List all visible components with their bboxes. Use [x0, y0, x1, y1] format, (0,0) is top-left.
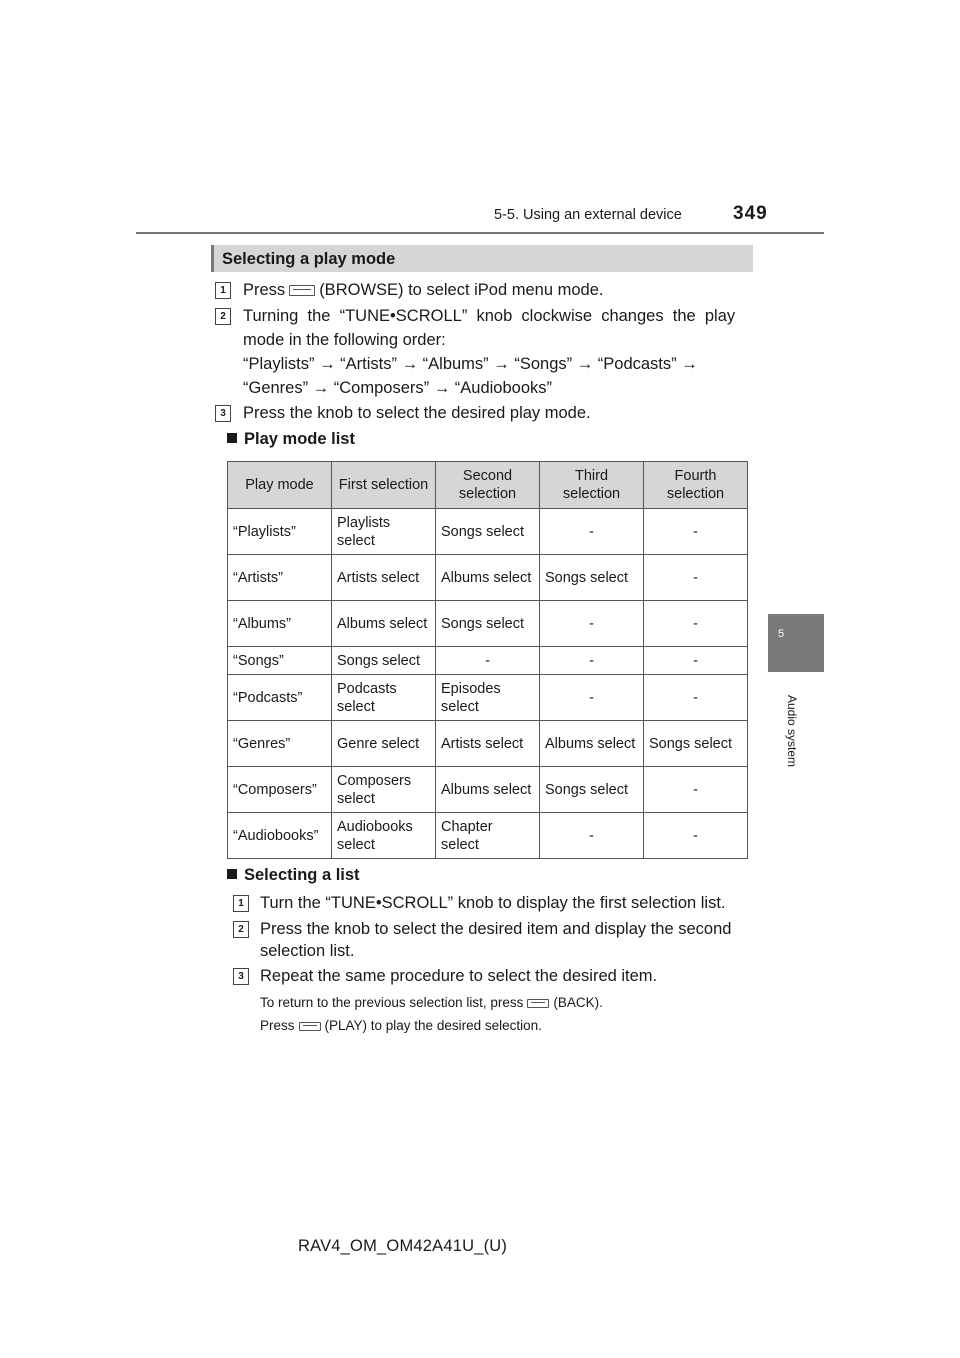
table-cell: Chapter select: [436, 813, 540, 859]
play-order-line1: “Playlists” → “Artists” → “Albums” → “Songs” → “Podcasts” →: [243, 355, 698, 373]
table-cell: Albums select: [436, 767, 540, 813]
table-cell: Episodes select: [436, 675, 540, 721]
column-header: Fourth selection: [644, 462, 748, 509]
note-play-before: Press: [260, 1018, 295, 1033]
note-back-after: (BACK).: [553, 995, 603, 1010]
table-cell: -: [644, 813, 748, 859]
table-cell: Songs select: [540, 555, 644, 601]
note-back-before: To return to the previous selection list, press: [260, 995, 524, 1010]
back-button-icon: [527, 999, 549, 1008]
chapter-label: Audio system: [785, 694, 800, 768]
table-row: [228, 675, 748, 721]
table-cell: Songs select: [644, 721, 748, 767]
table-cell: -: [540, 509, 644, 555]
table-row: [228, 509, 748, 555]
step-1-text: [243, 280, 603, 300]
step-1-after: (BROWSE) to select iPod menu mode.: [319, 281, 604, 299]
step-2-line1: Turning the “TUNE•SCROLL” knob clockwise changes the play: [243, 307, 736, 325]
header-rule: [136, 232, 824, 234]
table-cell: Songs select: [436, 601, 540, 647]
table-row: [228, 555, 748, 601]
table-row: [228, 813, 748, 859]
table-cell: Albums select: [436, 555, 540, 601]
list-step-1-text: Turn the “TUNE•SCROLL” knob to display the first selection list.: [260, 894, 726, 912]
table-cell: -: [540, 813, 644, 859]
list-step-2-line2: selection list.: [260, 942, 355, 960]
browse-button-icon: [289, 285, 315, 296]
table-cell: Composers select: [332, 767, 436, 813]
table-cell: Songs select: [436, 509, 540, 555]
step-3-text: Press the knob to select the desired play mode.: [243, 404, 591, 422]
table-cell: “Albums”: [228, 601, 332, 647]
step-1-before: Press: [243, 281, 286, 299]
chapter-number: 5: [778, 628, 785, 640]
table-cell: -: [540, 675, 644, 721]
table-cell: -: [644, 555, 748, 601]
step-number: 3: [215, 405, 231, 422]
table-cell: Artists select: [332, 555, 436, 601]
selecting-list-heading-text: Selecting a list: [244, 866, 360, 884]
table-cell: Podcasts select: [332, 675, 436, 721]
table-cell: “Podcasts”: [228, 675, 332, 721]
square-bullet-icon: [227, 869, 237, 879]
play-order-line2: “Genres” → “Composers” → “Audiobooks”: [243, 379, 553, 397]
play-mode-list-heading-text: Play mode list: [244, 430, 355, 448]
table-cell: Genre select: [332, 721, 436, 767]
table-header-row: [228, 462, 748, 509]
table-cell: -: [644, 647, 748, 675]
step-number: 2: [215, 308, 231, 325]
table-row: [228, 601, 748, 647]
note-play-after: (PLAY) to play the desired selection.: [324, 1018, 542, 1033]
table-cell: “Songs”: [228, 647, 332, 675]
selecting-list-heading: [227, 866, 360, 885]
chapter-tab: [768, 614, 824, 672]
table-cell: -: [540, 647, 644, 675]
note-play: [260, 1018, 542, 1033]
list-step-2-line1: Press the knob to select the desired item and display the second: [260, 920, 732, 938]
table-cell: Playlists select: [332, 509, 436, 555]
table-cell: -: [436, 647, 540, 675]
column-header: Play mode: [228, 462, 332, 509]
document-code: RAV4_OM_OM42A41U_(U): [298, 1237, 508, 1255]
table-cell: -: [540, 601, 644, 647]
table-cell: Audiobooks select: [332, 813, 436, 859]
step-2-line2: mode in the following order:: [243, 331, 446, 349]
table-row: [228, 721, 748, 767]
step-number: 3: [233, 968, 249, 985]
play-button-icon: [299, 1022, 321, 1031]
table-cell: -: [644, 767, 748, 813]
step-number: 1: [233, 895, 249, 912]
table-cell: Albums select: [332, 601, 436, 647]
list-step-3-text: Repeat the same procedure to select the desired item.: [260, 967, 658, 985]
table-cell: “Playlists”: [228, 509, 332, 555]
step-number: 1: [215, 282, 231, 299]
table-row: [228, 767, 748, 813]
column-header: Second selection: [436, 462, 540, 509]
play-mode-table: [227, 461, 748, 859]
table-cell: Songs select: [540, 767, 644, 813]
table-cell: “Genres”: [228, 721, 332, 767]
column-header: First selection: [332, 462, 436, 509]
table-row: [228, 647, 748, 675]
table-cell: Songs select: [332, 647, 436, 675]
square-bullet-icon: [227, 433, 237, 443]
header-section-title: 5-5. Using an external device: [494, 207, 682, 223]
table-cell: Artists select: [436, 721, 540, 767]
table-cell: -: [644, 601, 748, 647]
page-number: 349: [733, 203, 768, 224]
table-cell: -: [644, 509, 748, 555]
note-back: [260, 995, 603, 1010]
table-cell: “Composers”: [228, 767, 332, 813]
table-cell: Albums select: [540, 721, 644, 767]
play-mode-list-heading: [227, 430, 355, 449]
column-header: Third selection: [540, 462, 644, 509]
table-cell: “Audiobooks”: [228, 813, 332, 859]
step-number: 2: [233, 921, 249, 938]
table-cell: “Artists”: [228, 555, 332, 601]
table-cell: -: [644, 675, 748, 721]
section-title: Selecting a play mode: [222, 250, 396, 268]
